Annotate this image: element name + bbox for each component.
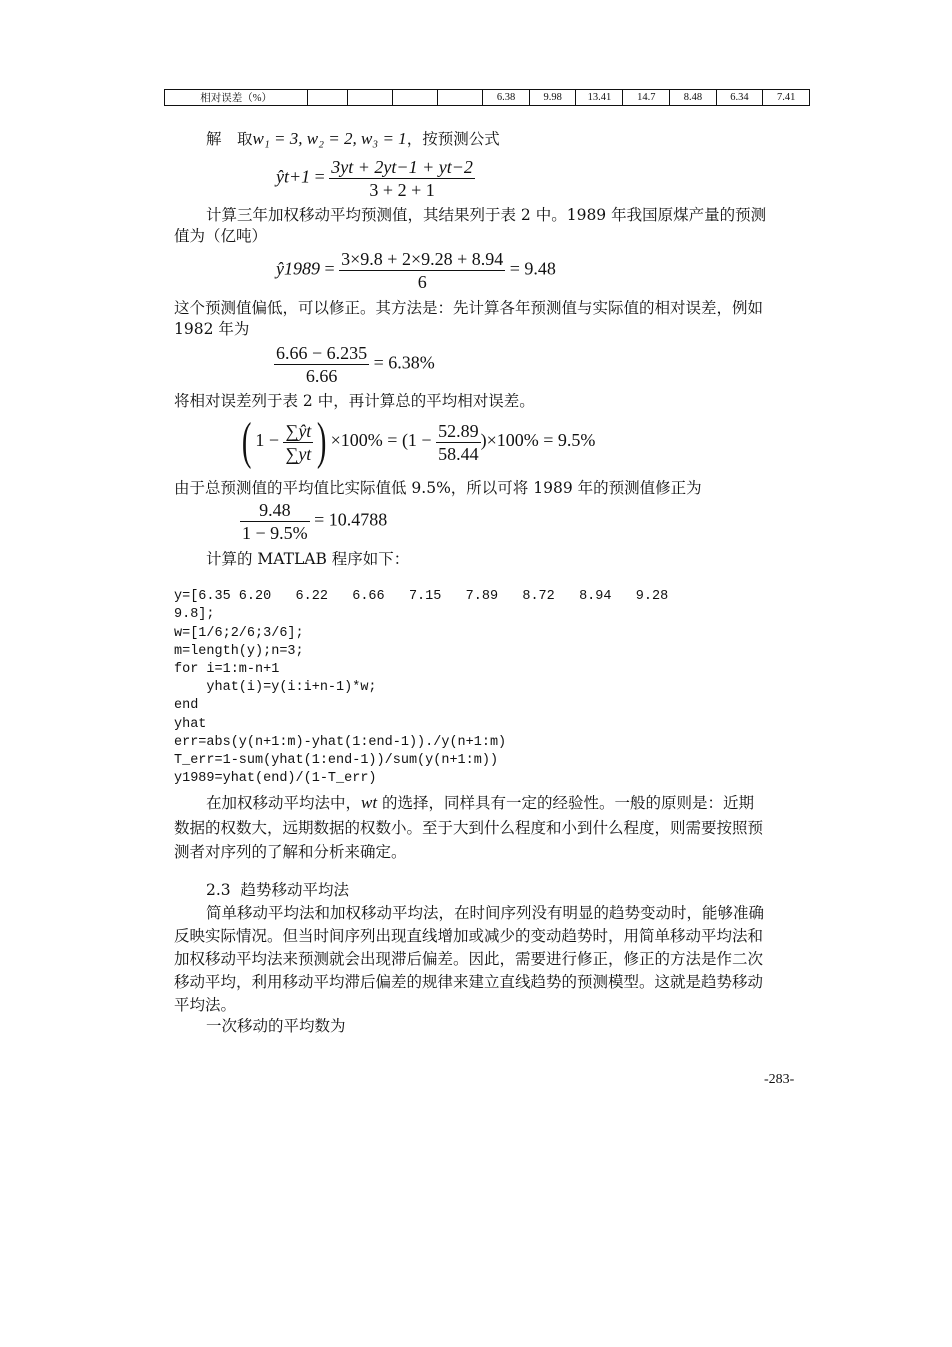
section-heading — [206, 880, 349, 901]
fraction-numerator: 3×9.8 + 2×9.28 + 8.94 — [341, 249, 504, 269]
fraction-numerator: 52.89 — [438, 420, 479, 441]
code-line: yhat(i)=y(i:i+n-1)*w; — [174, 680, 377, 696]
paragraph-line — [206, 792, 754, 814]
section-number: 2.3 — [206, 881, 231, 899]
table-cell: 8.48 — [670, 90, 717, 106]
forecast-1989-formula: ŷ1989 = $\frac{3\times 9.8 + 2\times 9.28 + 8.94}{6}$ = 9.48 — [276, 249, 556, 292]
fraction — [283, 420, 313, 465]
formula-result: = 9.48 — [509, 258, 556, 279]
table-cell: 7.41 — [763, 90, 810, 106]
table-cell — [308, 90, 348, 106]
code-line: for i=1:m-n+1 — [174, 662, 280, 678]
code-line: err=abs(y(n+1:m)-yhat(1:end-1))./y(n+1:m) — [174, 734, 507, 750]
fraction-denominator: 58.44 — [438, 443, 479, 464]
relative-error-table — [164, 89, 810, 106]
average-error-formula — [238, 413, 596, 470]
paragraph-line: 计算的 MATLAB 程序如下： — [206, 550, 410, 568]
weights-expression: w₁ = 3, w₂ = 2, w₃ = 1 — [252, 129, 407, 148]
code-line: y=[6.35 6.20 6.22 6.66 7.15 7.89 8.72 8.94 9.28 — [174, 589, 669, 605]
code-line: end — [174, 698, 199, 714]
fraction — [436, 420, 481, 465]
table-cell: 6.34 — [716, 90, 763, 106]
solution-intro — [206, 128, 500, 150]
fraction-denominator: 1 − 9.5% — [242, 523, 308, 543]
fraction-numerator: ∑ŷt — [285, 420, 312, 441]
fraction-denominator: 6 — [417, 272, 427, 292]
paragraph-line: 由于总预测值的平均值比实际值低 9.5%，所以可将 1989 年的预测值修正为 — [174, 479, 702, 497]
code-line: w=[1/6;2/6;3/6]; — [174, 625, 304, 641]
paragraph-line: 计算三年加权移动平均预测值，其结果列于表 2 中。1989 年我国原煤产量的预测 — [206, 206, 767, 224]
corrected-forecast-formula — [240, 499, 387, 544]
formula-term: ×100% = (1 − — [330, 430, 432, 451]
solution-prefix: 解 取 — [206, 130, 253, 148]
solution-suffix: ，按预测公式 — [406, 130, 500, 148]
formula-term: 1 − — [255, 430, 279, 451]
fraction — [274, 342, 369, 387]
paragraph-line: 测者对序列的了解和分析来确定。 — [174, 843, 407, 861]
formula-lhs: ŷ1989 — [276, 258, 320, 279]
code-line: y1989=yhat(end)/(1-T_err) — [174, 771, 377, 787]
code-line: T_err=1-sum(yhat(1:end-1))/sum(y(n+1:m)) — [174, 753, 499, 769]
paragraph-line: 移动平均，利用移动平均滞后偏差的规律来建立直线趋势的预测模型。这就是趋势移动 — [174, 973, 764, 991]
fraction — [240, 499, 310, 544]
right-paren: ) — [317, 413, 327, 470]
left-paren: ( — [241, 413, 252, 470]
page-number: -283- — [764, 1072, 795, 1087]
fraction — [339, 248, 505, 293]
table-cell: 13.41 — [576, 90, 623, 106]
fraction-denominator: ∑yt — [285, 443, 312, 464]
paragraph-line: 简单移动平均法和加权移动平均法，在时间序列没有明显的趋势变动时，能够准确 — [206, 904, 765, 922]
formula-result: = 10.4788 — [314, 509, 388, 530]
text-span: 的选择，同样具有一定的经验性。一般的原则是：近期 — [377, 794, 755, 812]
table-cell — [347, 90, 392, 106]
code-line: yhat — [174, 716, 207, 732]
paragraph-line: 将相对误差列于表 2 中，再计算总的平均相对误差。 — [174, 392, 535, 410]
paragraph-line: 平均法。 — [174, 996, 237, 1014]
table-cell: 14.7 — [623, 90, 670, 106]
formula-result: = 6.38% — [373, 352, 435, 373]
table-cell — [392, 90, 437, 106]
section-title: 趋势移动平均法 — [240, 881, 350, 899]
paragraph-line: 数据的权数大，远期数据的权数小。至于大到什么程度和小到什么程度，则需要按照预 — [174, 819, 764, 837]
paragraph-line: 这个预测值偏低，可以修正。其方法是：先计算各年预测值与实际值的相对误差，例如 — [174, 299, 764, 317]
paragraph-line: 反映实际情况。但当时间序列出现直线增加或减少的变动趋势时，用简单移动平均法和 — [174, 927, 764, 945]
formula-lhs: ŷt+1 — [276, 166, 311, 187]
paragraph-line: 加权移动平均法来预测就会出现滞后偏差。因此，需要进行修正，修正的方法是作二次 — [174, 950, 764, 968]
fraction-numerator: 9.48 — [259, 500, 291, 520]
table-cell: 9.98 — [529, 90, 576, 106]
weight-variable: wt — [361, 793, 378, 812]
fraction-denominator: 3 + 2 + 1 — [369, 180, 435, 200]
text-span: 在加权移动平均法中， — [206, 794, 362, 812]
paragraph-line: 值为（亿吨） — [174, 227, 268, 245]
relative-error-formula — [274, 342, 435, 387]
paragraph-line: 一次移动的平均数为 — [206, 1017, 346, 1035]
table-row-label: 相对误差（%） — [165, 90, 308, 106]
formula-result: )×100% = 9.5% — [480, 430, 596, 451]
code-line: m=length(y);n=3; — [174, 643, 304, 659]
table-row — [165, 90, 810, 106]
table-cell: 6.38 — [483, 90, 530, 106]
fraction-denominator: 6.66 — [305, 366, 338, 386]
matlab-code-block — [174, 570, 668, 807]
paragraph-line: 1982 年为 — [174, 320, 250, 338]
fraction-numerator: 6.66 − 6.235 — [276, 343, 368, 363]
table-cell — [438, 90, 483, 106]
code-line: 9.8]; — [174, 607, 215, 623]
weighted-forecast-formula: ŷt+1 = $\frac{3yt + 2yt-1 + yt-2}{3 + 2 + 1}$ — [276, 157, 473, 200]
fraction — [329, 156, 475, 201]
fraction-numerator: 3yt + 2yt−1 + yt−2 — [331, 157, 473, 177]
